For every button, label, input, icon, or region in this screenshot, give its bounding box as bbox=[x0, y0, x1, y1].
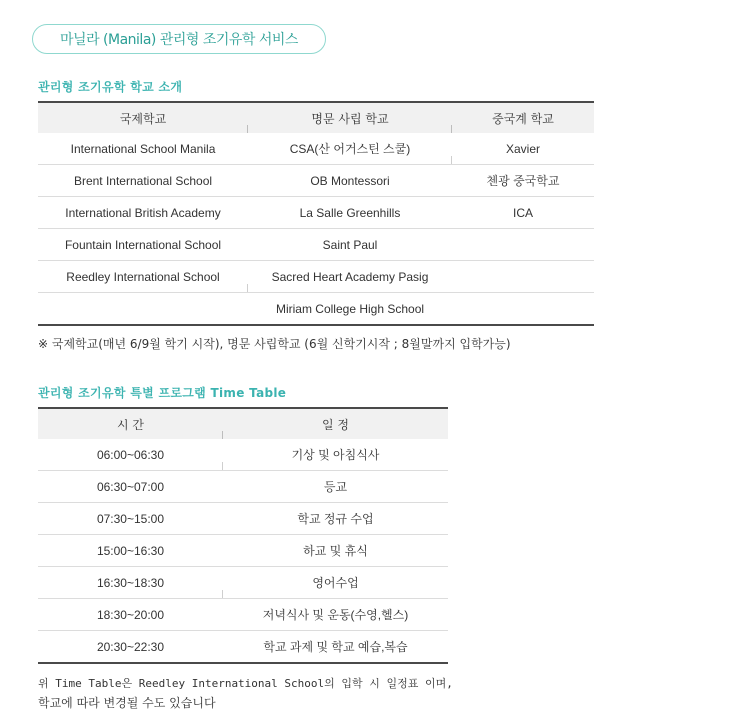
schools-header-row bbox=[38, 102, 594, 133]
schools-table bbox=[38, 101, 594, 326]
schedule-cell: 영어수업 bbox=[223, 567, 448, 599]
time-cell: 20:30~22:30 bbox=[38, 631, 223, 664]
table-cell: CSA(산 어거스틴 스쿨) bbox=[248, 133, 452, 165]
service-title: 마닐라 (Manila) 관리형 조기유학 서비스 bbox=[60, 32, 298, 48]
column-header: 중국계 학교 bbox=[452, 102, 594, 133]
time-cell: 06:30~07:00 bbox=[38, 471, 223, 503]
column-header: 시 간 bbox=[38, 408, 223, 439]
table-cell bbox=[452, 293, 594, 326]
column-header: 국제학교 bbox=[38, 102, 248, 133]
schedule-cell: 하교 및 휴식 bbox=[223, 535, 448, 567]
table-cell: La Salle Greenhills bbox=[248, 197, 452, 229]
timetable-header-row bbox=[38, 408, 448, 439]
time-cell: 15:00~16:30 bbox=[38, 535, 223, 567]
table-row bbox=[38, 133, 594, 165]
table-cell bbox=[38, 293, 248, 326]
table-cell: Brent International School bbox=[38, 165, 248, 197]
table-cell: ICA bbox=[452, 197, 594, 229]
table-row bbox=[38, 631, 448, 664]
schedule-cell: 기상 및 아침식사 bbox=[223, 439, 448, 471]
timetable-note-line1: 위 Time Table은 Reedley International School의 입학 시 일정표 이며, bbox=[38, 677, 453, 690]
table-cell: Reedley International School bbox=[38, 261, 248, 293]
timetable-section-title: 관리형 조기유학 특별 프로그램 Time Table bbox=[38, 386, 287, 400]
time-cell: 16:30~18:30 bbox=[38, 567, 223, 599]
schedule-cell: 학교 정규 수업 bbox=[223, 503, 448, 535]
table-cell bbox=[452, 229, 594, 261]
table-row bbox=[38, 599, 448, 631]
timetable-table bbox=[38, 407, 448, 664]
table-row bbox=[38, 471, 448, 503]
timetable-note-line2: 학교에 따라 변경될 수도 있습니다 bbox=[38, 696, 216, 710]
table-cell: International British Academy bbox=[38, 197, 248, 229]
table-row bbox=[38, 439, 448, 471]
table-row bbox=[38, 165, 594, 197]
table-row bbox=[38, 261, 594, 293]
table-row bbox=[38, 197, 594, 229]
time-cell: 18:30~20:00 bbox=[38, 599, 223, 631]
table-row bbox=[38, 229, 594, 261]
table-cell: Sacred Heart Academy Pasig bbox=[248, 261, 452, 293]
table-cell: International School Manila bbox=[38, 133, 248, 165]
schools-note: ※ 국제학교(매년 6/9월 학기 시작), 명문 사립학교 (6월 신학기시작 ; 8월말까지 입학가능) bbox=[38, 337, 511, 351]
schools-section-title: 관리형 조기유학 학교 소개 bbox=[38, 80, 183, 94]
service-title-badge bbox=[32, 24, 326, 54]
table-cell: OB Montessori bbox=[248, 165, 452, 197]
time-cell: 07:30~15:00 bbox=[38, 503, 223, 535]
table-cell bbox=[452, 261, 594, 293]
table-cell: Fountain International School bbox=[38, 229, 248, 261]
table-cell: Xavier bbox=[452, 133, 594, 165]
table-cell: Miriam College High School bbox=[248, 293, 452, 326]
schedule-cell: 등교 bbox=[223, 471, 448, 503]
table-row bbox=[38, 293, 594, 326]
schedule-cell: 저녁식사 및 운동(수영,헬스) bbox=[223, 599, 448, 631]
column-header: 명문 사립 학교 bbox=[248, 102, 452, 133]
table-row bbox=[38, 503, 448, 535]
table-row bbox=[38, 535, 448, 567]
table-cell: 첸광 중국학교 bbox=[452, 165, 594, 197]
schedule-cell: 학교 과제 및 학교 예습,복습 bbox=[223, 631, 448, 664]
table-row bbox=[38, 567, 448, 599]
time-cell: 06:00~06:30 bbox=[38, 439, 223, 471]
column-header: 일 정 bbox=[223, 408, 448, 439]
table-cell: Saint Paul bbox=[248, 229, 452, 261]
